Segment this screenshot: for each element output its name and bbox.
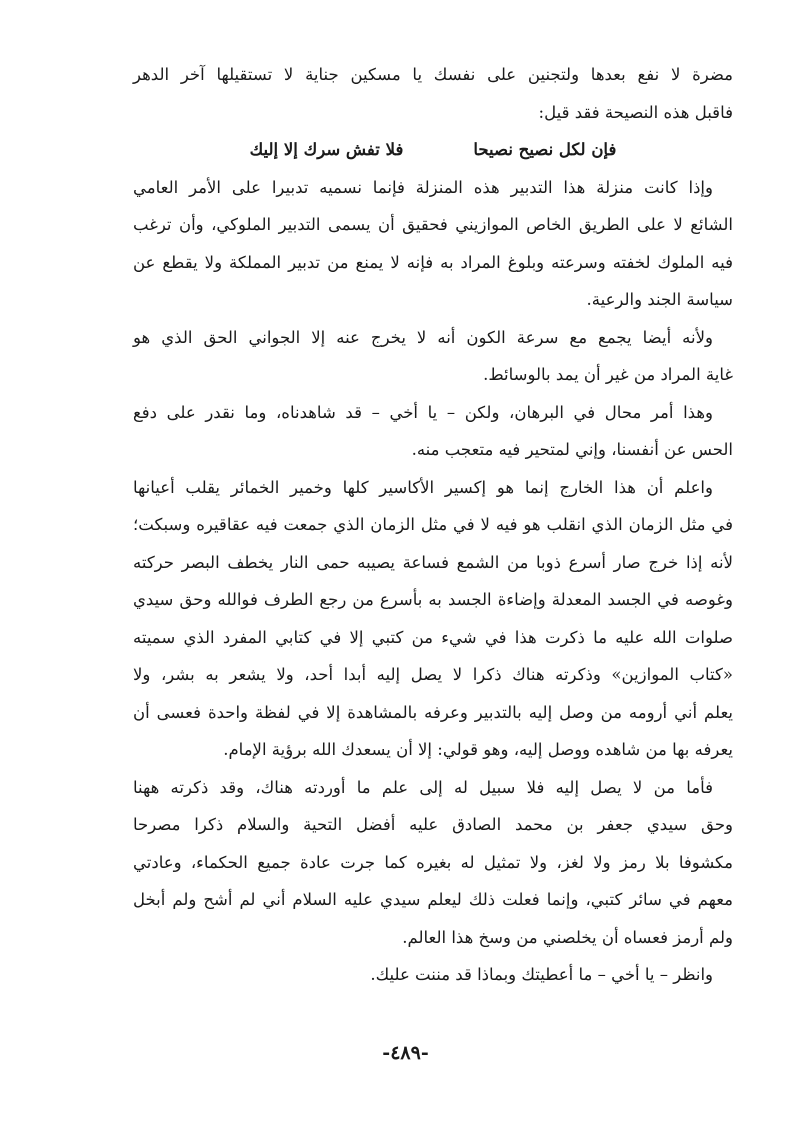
text-line: في مثل الزمان الذي انقلب هو فيه لا في مثل الزمان الذي جمعت فيه عقاقيره وسبكت؛ xyxy=(133,515,733,534)
text-line: فيه الملوك لخفته وسرعته وبلوغ المراد به فإنه لا يمنع من تدبير المملكة ولا يقطع عن xyxy=(133,252,733,272)
paragraph-start-line: واعلم أن هذا الخارج إنما هو إكسير الأكاسير كلها وخمير الخمائر يقلب أعيانها xyxy=(133,477,713,497)
text-line: غاية المراد من غير أن يمد بالوسائط. xyxy=(483,365,733,384)
text-line: معهم في سائر كتبي، وإنما فعلت ذلك ليعلم سيدي عليه السلام أني لم أشح ولم أبخل xyxy=(133,890,733,909)
text-line: سياسة الجند والرعية. xyxy=(586,290,733,309)
poem-verse xyxy=(133,131,733,169)
poem-hemistich-first: فإن لكل نصيح نصيحا xyxy=(473,140,617,159)
paragraph-start-line: فأما من لا يصل إليه فلا سبيل له إلى علم ما أوردته هناك، وقد ذكرته ههنا xyxy=(133,777,713,797)
text-line: لأنه إذا خرج صار أسرع ذوبا من الشمع فساعة يصيبه حمى النار يخطف البصر حركته xyxy=(133,552,733,572)
text-line: ولم أرمز فعساه أن يخلصني من وسخ هذا العالم. xyxy=(402,927,733,947)
text-line: يعلم أني أرومه من وصل إليه بالتدبير وعرفه بالمشاهدة إلا في لفظة واحدة فعسى أن xyxy=(133,702,733,722)
text-line: الحس عن أنفسنا، وإني لمتحير فيه متعجب منه. xyxy=(411,440,733,459)
paragraph-start-line: ولأنه أيضا يجمع مع سرعة الكون أنه لا يخرج عنه إلا الجواني الحق الذي هو xyxy=(133,327,713,347)
page-number: -٤٨٩- xyxy=(382,1042,429,1064)
text-line: الشائع لا على الطريق الخاص الموازيني فحقيق أن يسمى التدبير الملوكي، وأن ترغب xyxy=(133,215,733,234)
text-line: «كتاب الموازين» وذكرته هناك ذكرا لا يصل إليه أبدا أحد، ولا يشعر به بشر، ولا xyxy=(133,665,733,684)
text-line: فاقبل هذه النصيحة فقد قيل: xyxy=(538,102,733,122)
text-line: وحق سيدي جعفر بن محمد الصادق عليه أفضل التحية والسلام ذكرا مصرحا xyxy=(133,815,733,834)
paragraph-start-line: وإذا كانت منزلة هذا التدبير هذه المنزلة فإنما نسميه تدبيرا على الأمر العامي xyxy=(133,177,713,197)
text-line: وغوصه في الجسد المعدلة وإضاءة الجسد به بأسرع من رجع الطرف فوالله وحق سيدي xyxy=(133,590,733,609)
paragraph-start-line: وانظر – يا أخي – ما أعطيتك وبماذا قد مننت عليك. xyxy=(370,965,713,984)
poem-hemistich-second: فلا تفش سرك إلا إليك xyxy=(249,140,404,159)
text-line: يعرفه بها من شاهده ووصل إليه، وهو قولي: إلا أن يسعدك الله برؤية الإمام. xyxy=(223,740,733,759)
body-text xyxy=(133,56,733,994)
text-line: مضرة لا نفع بعدها ولتجنين على نفسك يا مسكين جناية لا تستقيلها آخر الدهر xyxy=(133,65,733,84)
paragraph-start-line: وهذا أمر محال في البرهان، ولكن – يا أخي – قد شاهدناه، وما نقدر على دفع xyxy=(133,402,713,422)
text-line: مكشوفا بلا رمز ولا لغز، ولا تمثيل له بغيره كما جرت عادة جميع الحكماء، وعادتي xyxy=(133,852,733,872)
text-line: صلوات الله عليه ما ذكرت هذا في شيء من كتبي إلا في كتابي المفرد الذي سميته xyxy=(133,627,733,647)
